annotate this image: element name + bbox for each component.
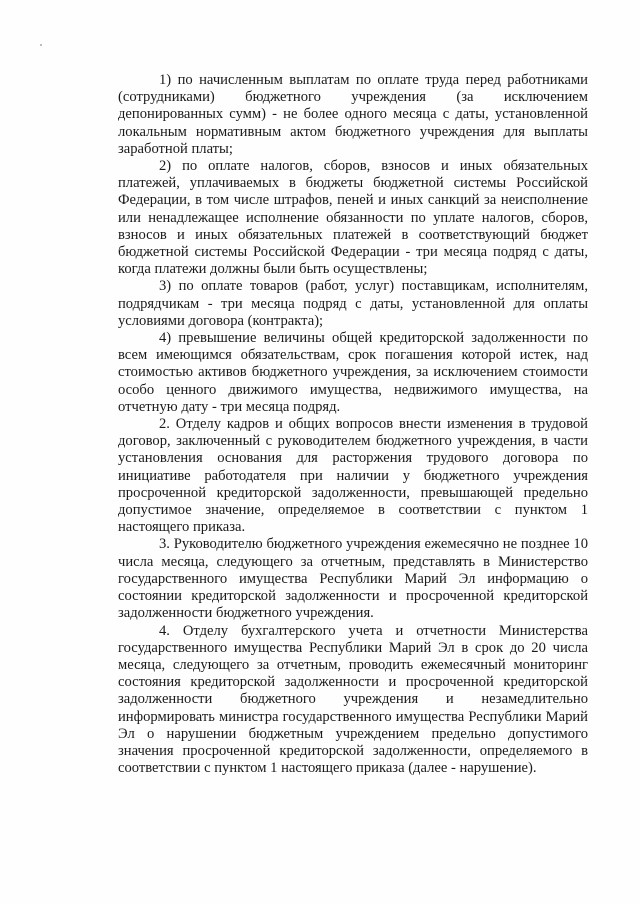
paragraph-3: 3) по оплате товаров (работ, услуг) поставщикам, исполнителям, подрядчикам - три месяца подряд с даты, установленной для оплаты условиями договора (контракта); [118, 278, 588, 329]
document-body [118, 72, 588, 777]
paragraph-4: 4) превышение величины общей кредиторской задолженности по всем имеющимся обязательствам, срок погашения которой истек, над стоимостью активов бюджетного учреждения, за исключением стоимости особо ценного движимого имущества, недвижимого имущества, на отчетную дату - три месяца подряд. [118, 330, 588, 415]
paragraph-5: 2. Отделу кадров и общих вопросов внести изменения в трудовой договор, заключенный с руководителем бюджетного учреждения, в части установления основания для расторжения трудового договора по инициативе работодателя при наличии у бюджетного учреждения просроченной кредиторской задолженности, превышающей предельно допустимое значение, определяемое в соответствии с пунктом 1 настоящего приказа. [118, 416, 588, 536]
paragraph-7: 4. Отделу бухгалтерского учета и отчетности Министерства государственного имущества Республики Марий Эл в срок до 20 числа месяца, следующего за отчетным, проводить ежемесячный мониторинг состояния кредиторской задолженности и просроченной кредиторской задолженности бюджетного учреждения и незамедлительно информировать министра государственного имущества Республики Марий Эл о нарушении бюджетным учреждением предельно допустимого значения просроченной кредиторской задолженности, определяемого в соответствии с пунктом 1 настоящего приказа (далее - нарушение). [118, 622, 588, 777]
scan-mark [40, 44, 42, 46]
paragraph-6: 3. Руководителю бюджетного учреждения ежемесячно не позднее 10 числа месяца, следующего за отчетным, представлять в Министерство государственного имущества Республики Марий Эл информацию о состоянии кредиторской задолженности и просроченной кредиторской задолженности бюджетного учреждения. [118, 536, 588, 622]
paragraph-1: 1) по начисленным выплатам по оплате труда перед работниками (сотрудниками) бюджетного учреждения (за исключением депонированных сумм) - не более одного месяца с даты, установленной локальным нормативным актом бюджетного учреждения для выплаты заработной платы; [118, 72, 588, 157]
paragraph-2: 2) по оплате налогов, сборов, взносов и иных обязательных платежей, уплачиваемых в бюджеты бюджетной системы Российской Федерации, в том числе штрафов, пеней и иных санкций за неисполнение или ненадлежащее исполнение обязанности по уплате налогов, сборов, взносов и иных обязательных платежей в соответствующий бюджет бюджетной системы Российской Федерации - три месяца подряд с даты, когда платежи должны были быть осуществлены; [118, 158, 588, 278]
